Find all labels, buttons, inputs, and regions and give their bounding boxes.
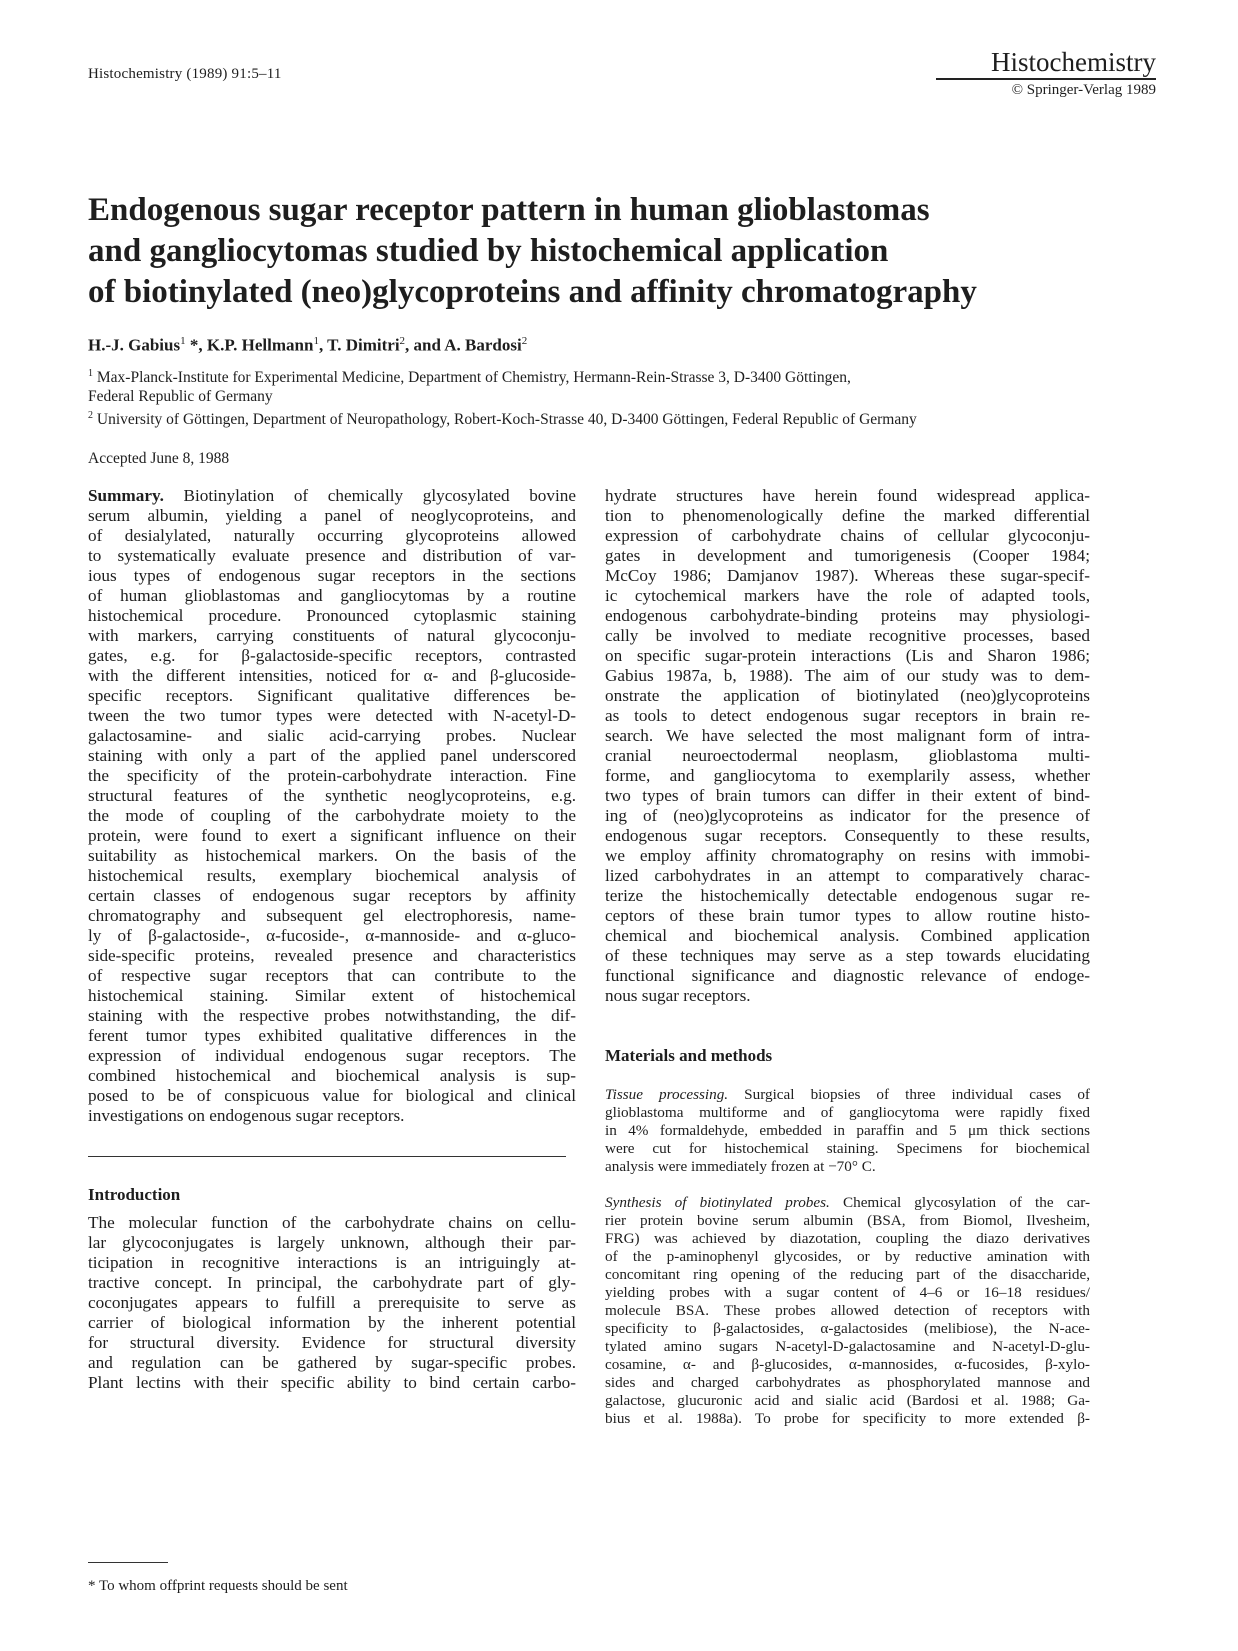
text-line: protein, were found to exert a significant influence on their xyxy=(88,826,576,845)
text-line: serum albumin, yielding a panel of neoglycoproteins, and xyxy=(88,506,576,525)
text-line: ferent tumor types exhibited qualitative differences in the xyxy=(88,1026,576,1045)
text-line: for structural diversity. Evidence for structural diversity xyxy=(88,1333,576,1352)
text-line: nous sugar receptors. xyxy=(605,986,751,1005)
text-line: tylated amino sugars N-acetyl-D-galactosamine and N-acetyl-D-glu- xyxy=(605,1338,1090,1355)
text-line: McCoy 1986; Damjanov 1987). Whereas these sugar-specif- xyxy=(605,566,1090,585)
text-line: suitability as histochemical markers. On the basis of the xyxy=(88,846,576,865)
summary-heading: Summary. xyxy=(88,486,164,505)
text-line: bius et al. 1988a). To probe for specificity to more extended β- xyxy=(605,1410,1090,1427)
affiliation-text: Federal Republic of Germany xyxy=(88,388,273,406)
text-line: yielding probes with a sugar content of 4–6 or 16–18 residues/ xyxy=(605,1284,1090,1301)
affiliation-text: University of Göttingen, Department of Neuropathology, Robert-Koch-Strasse 40, D-3400 Göttingen, Federal Republic of Germany xyxy=(96,411,917,429)
text-line: ing of (neo)glycoproteins as indicator for the presence of xyxy=(605,806,1090,825)
text-line: lar glycoconjugates is largely unknown, although their par- xyxy=(88,1233,576,1252)
text-line: staining with only a part of the applied panel underscored xyxy=(88,746,576,765)
text-line: concomitant ring opening of the reducing part of the disaccharide, xyxy=(605,1266,1090,1283)
text-line: hydrate structures have herein found widespread applica- xyxy=(605,486,1090,505)
author-name: K.P. Hellmann xyxy=(206,335,314,355)
text-line: of these techniques may serve as a step towards elucidating xyxy=(605,946,1090,965)
methods-heading: Materials and methods xyxy=(605,1046,773,1065)
text-line: ly of β-galactoside-, α-fucoside-, α-mannoside- and α-gluco- xyxy=(88,926,576,945)
title-line: of biotinylated (neo)glycoproteins and affinity chromatography xyxy=(88,274,977,310)
accepted-date: Accepted June 8, 1988 xyxy=(88,450,230,467)
footnote-rule xyxy=(88,1562,168,1563)
text-line: carrier of biological information by the inherent potential xyxy=(88,1313,576,1332)
text-line: with the different intensities, noticed for α- and β-glucoside- xyxy=(88,666,576,685)
copyright-line: © Springer-Verlag 1989 xyxy=(1011,82,1156,98)
affiliation xyxy=(88,387,1178,406)
text-fragment: Surgical biopsies of three individual cases of xyxy=(728,1086,1090,1103)
corresponding-mark: *, xyxy=(185,335,207,355)
text-line: in 4% formaldehyde, embedded in paraffin and 5 μm thick sections xyxy=(605,1122,1090,1139)
text-line: of respective sugar receptors that can contribute to the xyxy=(88,966,576,985)
tissue-processing-lead: Tissue processing. xyxy=(605,1086,729,1103)
author-affil-mark: 2 xyxy=(399,335,406,347)
text-line: were cut for histochemical staining. Specimens for biochemical xyxy=(605,1140,1090,1157)
author-list xyxy=(88,335,527,356)
text-line: tween the two tumor types were detected with N-acetyl-D- xyxy=(88,706,576,725)
text-line: gates, e.g. for β-galactoside-specific receptors, contrasted xyxy=(88,646,576,665)
text-line: expression of individual endogenous sugar receptors. The xyxy=(88,1046,576,1065)
text-line xyxy=(605,1086,1090,1104)
text-line: ticipation in recognitive interactions is an intriguingly at- xyxy=(88,1253,576,1272)
summary-divider xyxy=(88,1156,566,1157)
text-line: tion to phenomenologically define the marked differential xyxy=(605,506,1090,525)
text-line: endogenous sugar receptors. Consequently to these results, xyxy=(605,826,1090,845)
text-line: cranial neuroectodermal neoplasm, glioblastoma multi- xyxy=(605,746,1090,765)
text-line: Plant lectins with their specific ability to bind certain carbo- xyxy=(88,1373,576,1392)
affiliations xyxy=(88,364,1178,429)
synthesis-lead: Synthesis of biotinylated probes. xyxy=(605,1194,830,1211)
text-line: ious types of endogenous sugar receptors in the sections xyxy=(88,566,576,585)
text-line: to systematically evaluate presence and distribution of var- xyxy=(88,546,576,565)
summary-paragraph xyxy=(88,486,576,1126)
text-line: histochemical results, exemplary biochemical analysis of xyxy=(88,866,576,885)
text-line: onstrate the application of biotinylated (neo)glycoproteins xyxy=(605,686,1090,705)
text-line: Gabius 1987a, b, 1988). The aim of our study was to dem- xyxy=(605,666,1090,685)
journal-masthead xyxy=(936,48,1156,100)
text-line: coconjugates appears to fulfill a prerequisite to serve as xyxy=(88,1293,576,1312)
author-name: H.-J. Gabius xyxy=(88,335,181,355)
text-line: analysis were immediately frozen at −70° C. xyxy=(605,1158,876,1175)
text-line: forme, and gangliocytoma to exemplarily assess, whether xyxy=(605,766,1090,785)
text-line: specific receptors. Significant qualitative differences be- xyxy=(88,686,576,705)
author-affil-mark: 1 xyxy=(313,335,319,347)
affiliation-text: Max-Planck-Institute for Experimental Medicine, Department of Chemistry, Hermann-Rein-Strasse 3, D-3400 Göttingen, xyxy=(96,369,851,387)
text-line: of desialylated, naturally occurring glycoproteins allowed xyxy=(88,526,576,545)
text-line: we employ affinity chromatography on resins with immobi- xyxy=(605,846,1090,865)
text-line: FRG) was achieved by diazotation, coupling the diazo derivatives xyxy=(605,1230,1090,1247)
affiliation-number: 1 xyxy=(88,368,93,379)
text-fragment: Biotinylation of chemically glycosylated bovine xyxy=(163,486,576,505)
running-head: Histochemistry (1989) 91:5–11 xyxy=(88,66,282,82)
text-line: functional significance and diagnostic relevance of endoge- xyxy=(605,966,1090,985)
author-name: , T. Dimitri xyxy=(318,335,400,355)
title-line: and gangliocytomas studied by histochemical application xyxy=(88,233,889,269)
text-line: gates in development and tumorigenesis (Cooper 1984; xyxy=(605,546,1090,565)
text-line: side-specific proteins, revealed presence and characteristics xyxy=(88,946,576,965)
text-line: expression of carbohydrate chains of cellular glycoconju- xyxy=(605,526,1090,545)
text-line: cally be involved to mediate recognitive processes, based xyxy=(605,626,1090,645)
text-line: cosamine, α- and β-glucosides, α-mannosides, α-fucosides, β-xylo- xyxy=(605,1356,1090,1373)
author-affil-mark: 1 xyxy=(180,335,186,347)
text-line: staining with the respective probes notwithstanding, the dif- xyxy=(88,1006,576,1025)
text-line: ic cytochemical markers have the role of adapted tools, xyxy=(605,586,1090,605)
text-line: terize the histochemically detectable endogenous sugar re- xyxy=(605,886,1090,905)
introduction-heading: Introduction xyxy=(88,1185,181,1204)
text-line: ceptors of these brain tumor types to allow routine histo- xyxy=(605,906,1090,925)
introduction-continued xyxy=(605,486,1090,1006)
text-line: sides and charged carbohydrates as phosphorylated mannose and xyxy=(605,1374,1090,1391)
tissue-processing-paragraph xyxy=(605,1086,1090,1176)
affiliation xyxy=(88,406,1178,429)
footnote: * To whom offprint requests should be sent xyxy=(88,1578,348,1594)
article-title xyxy=(88,190,1148,313)
right-column xyxy=(605,486,1090,1428)
text-line: chromatography and subsequent gel electrophoresis, name- xyxy=(88,906,576,925)
text-line: chemical and biochemical analysis. Combined application xyxy=(605,926,1090,945)
text-fragment: Chemical glycosylation of the car- xyxy=(829,1194,1090,1211)
text-line: with markers, carrying constituents of natural glycoconju- xyxy=(88,626,576,645)
text-line: investigations on endogenous sugar receptors. xyxy=(88,1106,405,1125)
text-line: on specific sugar-protein interactions (Lis and Sharon 1986; xyxy=(605,646,1090,665)
text-line: as tools to detect endogenous sugar receptors in brain re- xyxy=(605,706,1090,725)
text-line: glioblastoma multiforme and of gangliocytoma were rapidly fixed xyxy=(605,1104,1090,1121)
text-line: histochemical staining. Similar extent of histochemical xyxy=(88,986,576,1005)
text-line: The molecular function of the carbohydrate chains on cellu- xyxy=(88,1213,576,1232)
text-line: of the p-aminophenyl glycosides, or by reductive amination with xyxy=(605,1248,1090,1265)
text-line xyxy=(605,1194,1090,1212)
text-line: the specificity of the protein-carbohydrate interaction. Fine xyxy=(88,766,576,785)
text-line xyxy=(88,486,576,506)
text-line: search. We have selected the most malignant form of intra- xyxy=(605,726,1090,745)
text-line: tractive concept. In principal, the carbohydrate part of gly- xyxy=(88,1273,576,1292)
text-line: lized carbohydrates in an attempt to comparatively charac- xyxy=(605,866,1090,885)
affiliation-number: 2 xyxy=(88,410,93,422)
text-line: certain classes of endogenous sugar receptors by affinity xyxy=(88,886,576,905)
text-line: endogenous carbohydrate-binding proteins may physiologi- xyxy=(605,606,1090,625)
text-line: the mode of coupling of the carbohydrate moiety to the xyxy=(88,806,576,825)
introduction-paragraph xyxy=(88,1213,576,1393)
text-line: galactose, glucuronic acid and sialic acid (Bardosi et al. 1988; Ga- xyxy=(605,1392,1090,1409)
title-line: Endogenous sugar receptor pattern in human glioblastomas xyxy=(88,192,930,228)
synthesis-paragraph xyxy=(605,1194,1090,1428)
author-name: , and A. Bardosi xyxy=(405,335,522,355)
text-line: specificity to β-galactosides, α-galactosides (melibiose), the N-ace- xyxy=(605,1320,1090,1337)
text-line: and regulation can be gathered by sugar-specific probes. xyxy=(88,1353,576,1372)
author-affil-mark: 2 xyxy=(521,335,528,347)
affiliation xyxy=(88,364,1178,387)
text-line: structural features of the synthetic neoglycoproteins, e.g. xyxy=(88,786,576,805)
text-line: two types of brain tumors can differ in their extent of bind- xyxy=(605,786,1090,805)
text-line: posed to be of conspicuous value for biological and clinical xyxy=(88,1086,576,1105)
text-line: combined histochemical and biochemical analysis is sup- xyxy=(88,1066,576,1085)
journal-name: Histochemistry xyxy=(991,47,1156,77)
text-line: histochemical procedure. Pronounced cytoplasmic staining xyxy=(88,606,576,625)
text-line: of human glioblastomas and gangliocytomas by a routine xyxy=(88,586,576,605)
text-line: galactosamine- and sialic acid-carrying probes. Nuclear xyxy=(88,726,576,745)
text-line: molecule BSA. These probes allowed detection of receptors with xyxy=(605,1302,1090,1319)
text-line: rier protein bovine serum albumin (BSA, from Biomol, Ilvesheim, xyxy=(605,1212,1090,1229)
left-column xyxy=(88,486,576,1393)
